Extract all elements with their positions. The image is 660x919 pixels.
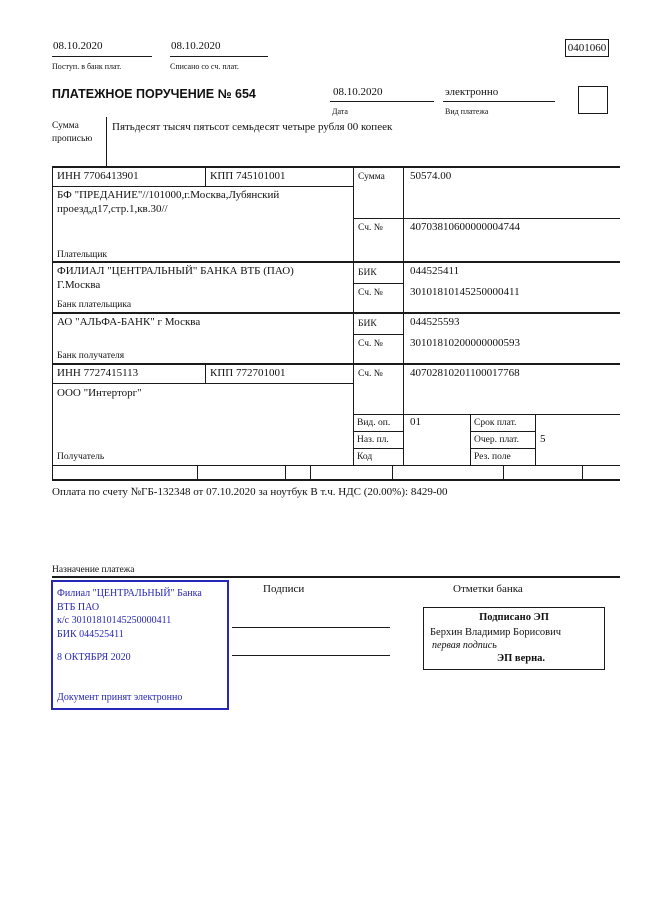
form-code: 0401060 [567, 42, 607, 54]
payee-inn: ИНН 7727415113 [57, 367, 139, 379]
op-kind-label: Вид. оп. [357, 418, 391, 428]
payee-bank-account-label: Сч. № [358, 339, 383, 349]
stamp-footer: Документ принят электронно [57, 691, 183, 703]
res-field-label: Рез. поле [474, 452, 511, 462]
op-subtable-divider-1 [470, 414, 471, 465]
payee-bank-name: АО "АЛЬФА-БАНК" г Москва [57, 316, 201, 328]
empty-strip-top [52, 465, 620, 466]
document-date-underline [330, 101, 434, 102]
payer-inn: ИНН 7706413901 [57, 170, 139, 182]
amount-section-divider [106, 117, 107, 166]
empty-strip-divider-4 [392, 465, 393, 479]
payment-purpose-text: Оплата по счету №ГБ-132348 от 07.10.2020 за ноутбук В т.ч. НДС (20.00%): 8429-00 [52, 486, 448, 498]
payer-bank-section-bottom [52, 312, 620, 314]
empty-strip-divider-6 [582, 465, 583, 479]
date-debited-value: 08.10.2020 [171, 40, 221, 52]
payee-bank-bik-divider [353, 334, 403, 335]
payee-kpp: КПП 772701001 [210, 367, 286, 379]
label-column-left-border [353, 167, 354, 465]
esign-name: Берхин Владимир Борисович [430, 627, 561, 638]
signatures-header: Подписи [263, 583, 305, 595]
date-debited-label: Списано со сч. плат. [170, 62, 239, 71]
stamp-bik: БИК 044525411 [57, 628, 124, 640]
bank-marks-header: Отметки банка [453, 583, 523, 595]
op-subtable-divider-2 [535, 414, 536, 465]
sum-account-divider [353, 218, 620, 219]
pay-purpose-code-label: Наз. пл. [357, 435, 389, 445]
signature-line-1 [232, 627, 390, 628]
payer-bank-bik: 044525411 [410, 265, 460, 277]
esign-signature-type: первая подпись [432, 640, 497, 651]
payment-purpose-label: Назначение платежа [52, 565, 135, 575]
pay-order-label: Очер. плат. [474, 435, 519, 445]
payee-bank-bik-label: БИК [358, 319, 377, 329]
payee-inn-row-bottom [52, 383, 353, 384]
payer-name-line1: БФ "ПРЕДАНИЕ"//101000,г.Москва,Лубянский [57, 189, 280, 201]
empty-strip-divider-3 [310, 465, 311, 479]
esign-verified: ЭП верна. [496, 653, 545, 664]
payment-kind-value: электронно [445, 86, 499, 98]
empty-strip-divider-2 [285, 465, 286, 479]
op-subtable-top [353, 414, 620, 415]
payer-bank-account-label: Сч. № [358, 288, 383, 298]
form-code-box [565, 39, 609, 57]
payer-bank-bik-label: БИК [358, 268, 377, 278]
purpose-section-bottom [52, 576, 620, 578]
payee-bank-label: Банк получателя [57, 351, 125, 361]
pay-term-cell-bottom [470, 431, 535, 432]
payer-account: 40703810600000004744 [410, 221, 520, 233]
op-kind-value: 01 [410, 416, 421, 428]
payee-account: 40702810201100017768 [410, 367, 520, 379]
payment-kind-underline [443, 101, 555, 102]
payee-bank-bik: 044525593 [410, 316, 460, 328]
pay-order-cell-bottom [470, 448, 535, 449]
empty-strip-divider-5 [503, 465, 504, 479]
payment-kind-label: Вид платежа [445, 107, 489, 116]
payee-name: ООО "Интерторг" [57, 387, 142, 399]
table-top-border [52, 166, 620, 168]
pay-order-value: 5 [540, 433, 546, 445]
payer-account-label: Сч. № [358, 223, 383, 233]
stamp-corr-account: к/с 30101810145250000411 [57, 615, 172, 626]
document-date-value: 08.10.2020 [333, 86, 383, 98]
document-title: ПЛАТЕЖНОЕ ПОРУЧЕНИЕ № 654 [52, 87, 256, 101]
table-left-border [52, 166, 53, 479]
stamp-bank-name-line1: Филиал "ЦЕНТРАЛЬНЫЙ" Банка [57, 588, 202, 599]
sum-value: 50574.00 [410, 170, 452, 182]
payee-account-label: Сч. № [358, 369, 383, 379]
stamp-bank-name-line2: ВТБ ПАО [57, 601, 100, 613]
table-bottom-border [52, 479, 620, 481]
op-kind-cell-bottom [353, 431, 403, 432]
payer-bank-name-line1: ФИЛИАЛ "ЦЕНТРАЛЬНЫЙ" БАНКА ВТБ (ПАО) [57, 265, 294, 277]
date-received-value: 08.10.2020 [53, 40, 103, 52]
sum-label: Сумма [358, 172, 385, 182]
date-received-label: Поступ. в банк плат. [52, 62, 122, 71]
payer-inn-row-bottom [52, 186, 353, 187]
amount-in-words-value: Пятьдесят тысяч пятьсот семьдесят четыре рубля 00 копеек [112, 121, 393, 133]
document-date-label: Дата [332, 107, 348, 116]
electronic-signature-stamp [423, 607, 605, 670]
payer-label: Плательщик [57, 250, 108, 260]
payer-bank-account: 30101810145250000411 [410, 286, 520, 298]
payer-section-bottom [52, 261, 620, 263]
payer-inn-kpp-divider [205, 167, 206, 186]
signature-line-2 [232, 655, 390, 656]
payer-bank-bik-divider [353, 283, 403, 284]
empty-strip-divider-1 [197, 465, 198, 479]
esign-title: Подписано ЭП [479, 612, 549, 623]
payee-bank-section-bottom [52, 363, 620, 365]
pay-term-label: Срок плат. [474, 418, 517, 428]
payer-kpp: КПП 745101001 [210, 170, 286, 182]
bank-acceptance-stamp [51, 580, 229, 710]
stamp-date: 8 ОКТЯБРЯ 2020 [57, 652, 131, 663]
payee-label: Получатель [57, 452, 105, 462]
date-debited-underline [170, 56, 268, 57]
payee-inn-kpp-divider [205, 364, 206, 383]
payer-name-line2: проезд,д17,стр.1,кв.30// [57, 203, 168, 215]
code-label: Код [357, 452, 373, 462]
pay-purpose-cell-bottom [353, 448, 403, 449]
date-received-underline [52, 56, 152, 57]
payee-bank-account: 30101810200000000593 [410, 337, 520, 349]
payment-type-box [578, 86, 608, 114]
label-column-right-border [403, 167, 404, 465]
amount-in-words-label: Сумма прописью [52, 121, 93, 144]
payer-bank-label: Банк плательщика [57, 300, 132, 310]
payer-bank-name-line2: Г.Москва [57, 279, 101, 291]
